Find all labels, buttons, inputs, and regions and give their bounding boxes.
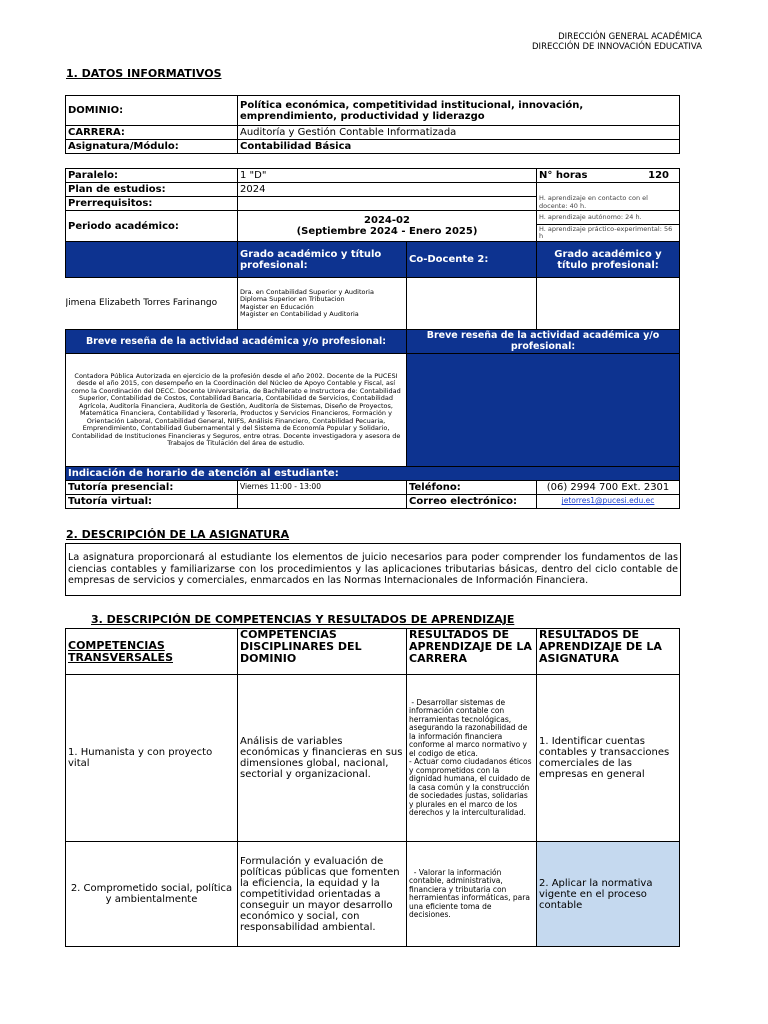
horario-header: Indicación de horario de atención al estudiante: [66, 467, 680, 481]
row2-carrera: - Valorar la información contable, administrativa, financiera y tributaria con herramientas informáticas, para una eficiente toma de decisiones. [407, 842, 537, 947]
institution-header [532, 32, 702, 52]
horas-value: 120 [648, 170, 670, 181]
telefono-value: (06) 2994 700 Ext. 2301 [537, 481, 680, 495]
horas-label: N° horas [539, 170, 588, 181]
paralelo-label: Paralelo: [66, 169, 238, 183]
row1-transversal: 1. Humanista y con proyecto vital [66, 675, 238, 842]
prerrequisitos-label: Prerrequisitos: [66, 197, 238, 211]
resena-text: Contadora Pública Autorizada en ejercicio de la profesión desde el año 2002. Docente de la PUCESI desde el año 2015, con desempeño en la Coordinación del Núcleo de Apoyo Contable y Fiscal, así como la Coordinación del DECC. Docente Universitaria, de Bachillerato e Instructora de: Contabilidad Superior, Contabilidad de Costos, Contabilidad Bancaria, Contabilidad de Servicios, Contabilidad Agrícola, Auditoría Financiera, Auditoría de Gestión, Auditoría de Sistemas, Diseño de Proyectos, Matemática Financiera, Contabilidad y Tesorería, Productos y Servicios Financieros, Formación y Orientación Laboral, Contabilidad General, NIIFS, Análisis Financiero, Contabilidad Pecuaria, Emprendimiento, Contabilidad Gubernamental y del Sistema de Economía Popular y Solidario, Contabilidad de Instituciones Financieras y Seguros, entre otras. Docente investigadora y asesora de Trabajos de Titulación del área de estudio. [66, 354, 407, 467]
header-disciplinares: COMPETENCIAS DISCIPLINARES DEL DOMINIO [238, 629, 407, 675]
titulo-1: Dra. en Contabilidad Superior y Auditoria [240, 287, 374, 296]
row2-disciplinar: Formulación y evaluación de políticas públicas que fomenten la eficiencia, la equidad y la competitividad orientadas a conseguir un mayor desarrollo económico y social, con responsabilidad ambiental. [238, 842, 407, 947]
grado-header: Grado académico y título profesional: [238, 242, 407, 278]
dominio-table [65, 95, 680, 154]
correo-link[interactable]: jetorres1@pucesi.edu.ec [561, 496, 655, 506]
row1-asignatura: 1. Identificar cuentas contables y transacciones comerciales de las empresas en general [537, 675, 680, 842]
row2-transversal: 2. Comprometido social, política y ambientalmente [66, 842, 238, 947]
horas-contacto: H. aprendizaje en contacto con el docente: 40 h. [537, 183, 680, 211]
section-3-title: 3. DESCRIPCIÓN DE COMPETENCIAS Y RESULTADOS DE APRENDIZAJE [91, 613, 515, 626]
resena-header-2: Breve reseña de la actividad académica y/o profesional: [407, 330, 680, 354]
resena-empty [407, 354, 680, 467]
plan-label: Plan de estudios: [66, 183, 238, 197]
titulo-2: Diploma Superior en Tributacion [240, 295, 345, 303]
asignatura-description: La asignatura proporcionará al estudiante los elementos de juicio necesarios para poder comprender los fundamentos de las ciencias contables y familiarizarse con los procedimientos y las aplicaciones tributarias básicas, dentro del ciclo contable de empresas de servicios y comerciales, enmarcados en las Normas Internacionales de Información Financiera. [65, 543, 681, 596]
telefono-label: Teléfono: [407, 481, 537, 495]
grado-empty [537, 278, 680, 330]
correo-cell [537, 495, 680, 509]
horas-cell [537, 169, 680, 183]
header-resultados-asignatura: RESULTADOS DE APRENDIZAJE DE LA ASIGNATURA [537, 629, 680, 675]
tutoria-presencial-value: Viernes 11:00 - 13:00 [238, 481, 407, 495]
periodo-line-1: 2024-02 [364, 215, 410, 226]
correo-label: Correo electrónico: [407, 495, 537, 509]
codocente-empty [407, 278, 537, 330]
grado-header-2: Grado académico y título profesional: [537, 242, 680, 278]
resena-header: Breve reseña de la actividad académica y/o profesional: [66, 330, 407, 354]
info-table [65, 168, 680, 509]
row2-asignatura: 2. Aplicar la normativa vigente en el proceso contable [537, 842, 680, 947]
periodo-line-2: (Septiembre 2024 - Enero 2025) [296, 226, 478, 237]
dominio-value: Política económica, competitividad institucional, innovación, emprendimiento, productividad y liderazgo [238, 96, 680, 126]
codocente-header: Co-Docente 2: [407, 242, 537, 278]
asignatura-value: Contabilidad Básica [238, 140, 680, 154]
titulos-list [238, 278, 407, 330]
row1-carrera: - Desarrollar sistemas de información contable con herramientas tecnológicas, asegurando la razonabilidad de la información financiera conforme al marco normativo y el codigo de etica. - Actuar como ciudadanos éticos y comprometidos con la dignidad humana, el cuidado de la casa común y la construcción de sociedades justas, solidarias y plurales en el marco de los derechos y la interculturalidad. [407, 675, 537, 842]
header-resultados-carrera: RESULTADOS DE APRENDIZAJE DE LA CARRERA [407, 629, 537, 675]
tutoria-presencial-label: Tutoría presencial: [66, 481, 238, 495]
competencias-table [65, 628, 680, 947]
prerrequisitos-value [238, 197, 537, 211]
tutoria-virtual-label: Tutoría virtual: [66, 495, 238, 509]
header-line-2: DIRECCIÓN DE INNOVACIÓN EDUCATIVA [532, 42, 702, 52]
header-line-1: DIRECCIÓN GENERAL ACADÉMICA [558, 32, 702, 42]
titulo-3: Magister en Educación [240, 302, 314, 311]
section-1-title: 1. DATOS INFORMATIVOS [66, 67, 222, 80]
carrera-label: CARRERA: [66, 126, 238, 140]
section-2-title: 2. DESCRIPCIÓN DE LA ASIGNATURA [66, 528, 290, 541]
plan-value: 2024 [238, 183, 537, 197]
docente-name: Jimena Elizabeth Torres Farinango [66, 278, 238, 330]
blue-header-empty [66, 242, 238, 278]
titulo-4: Magister en Contabilidad y Auditoria [240, 310, 359, 318]
dominio-label: DOMINIO: [66, 96, 238, 126]
periodo-label: Periodo académico: [66, 211, 238, 242]
paralelo-value: 1 "D" [238, 169, 537, 183]
horas-autonomo: H. aprendizaje autónomo: 24 h. [537, 211, 680, 225]
horas-practico: H. aprendizaje práctico-experimental: 56 h [537, 225, 680, 242]
header-transversales: COMPETENCIAS TRANSVERSALES [66, 629, 238, 675]
row1-disciplinar: Análisis de variables económicas y financieras en sus dimensiones global, nacional, sectorial y organizacional. [238, 675, 407, 842]
asignatura-label: Asignatura/Módulo: [66, 140, 238, 154]
tutoria-virtual-value [238, 495, 407, 509]
periodo-value [238, 211, 537, 242]
carrera-value: Auditoría y Gestión Contable Informatizada [238, 126, 680, 140]
